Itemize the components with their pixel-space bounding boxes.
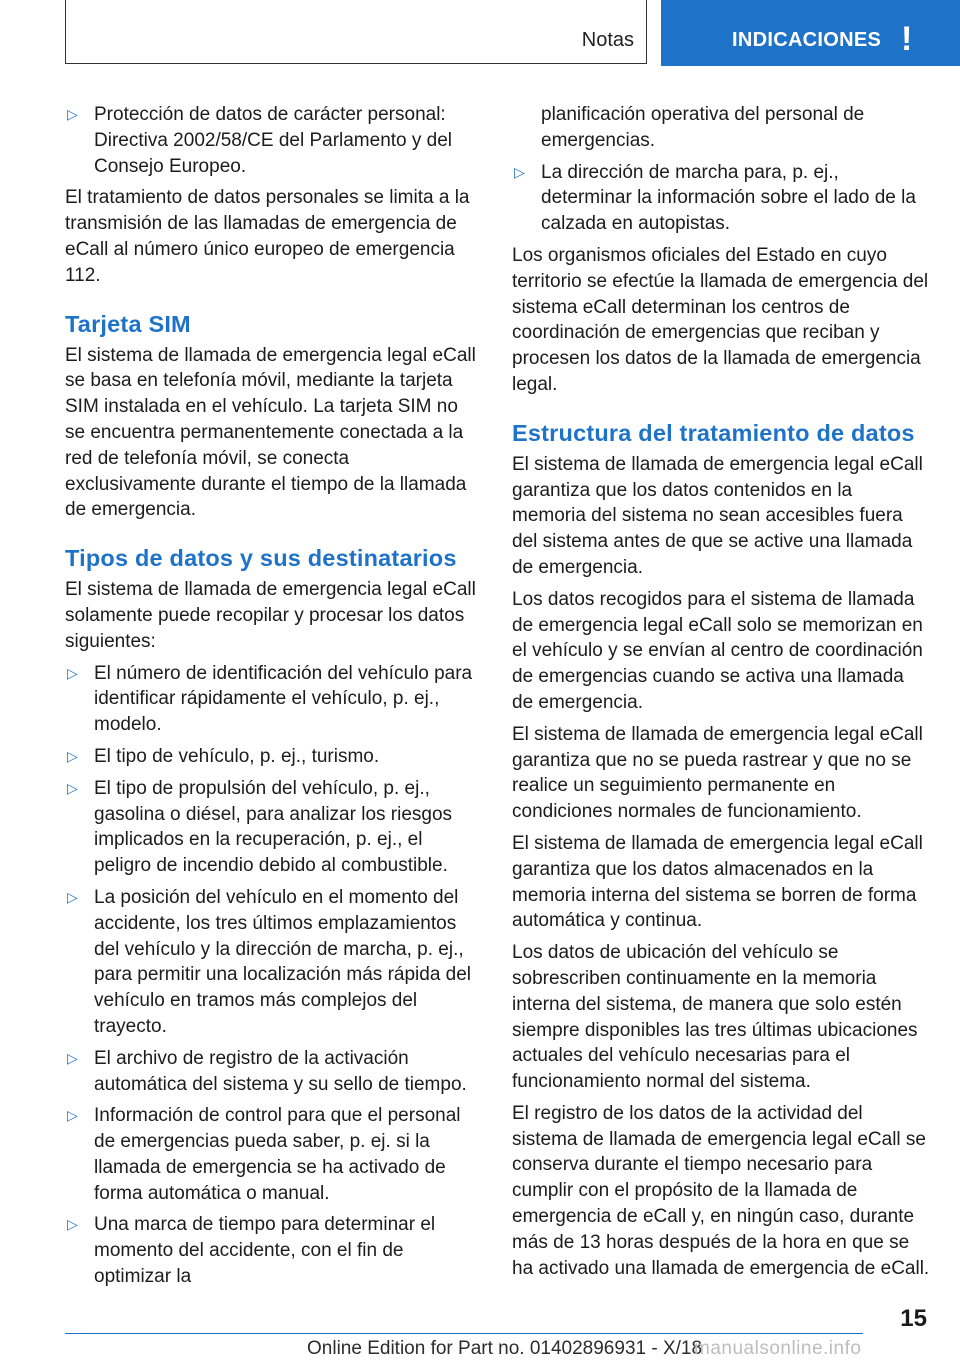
triangle-bullet-icon: ▷ xyxy=(67,1049,78,1066)
paragraph: Los datos de ubicación del vehículo se sobrescriben continuamente en la memoria interna del sistema, de manera que solo estén siempre disponibles las tres últimas ubicaciones actuales del vehículo necesarias para el funcionamiento normal del sistema. xyxy=(512,942,918,1093)
section-heading: Estructura del tratamiento de datos xyxy=(512,419,915,446)
paragraph: El tratamiento de datos personales se limita a la transmisión de las llamadas de emergencia de eCall al número único europeo de emergencia 112. xyxy=(65,187,470,286)
section-heading: Tarjeta SIM xyxy=(65,310,191,337)
page-number: 15 xyxy=(900,1305,927,1332)
list-item xyxy=(65,1046,478,1098)
bullet-text: La posición del vehículo en el momento del accidente, los tres últimos emplazamientos del vehículo y la dirección de marcha, p. ej., para permitir una localización más rápida del vehículo en tramos más complejos del trayecto. xyxy=(94,886,472,1037)
paragraph: Los datos recogidos para el sistema de llamada de emergencia legal eCall solo se memorizan en el vehículo y se envían al centro de coordinación de emergencias cuando se activa una llamada de emergencia. xyxy=(512,588,923,713)
bullet-continuation: planificación operativa del personal de emergencias. xyxy=(541,104,865,151)
header-notes-label: Notas xyxy=(581,29,634,51)
bullet-text: Una marca de tiempo para determinar el momento del accidente, con el fin de optimizar la xyxy=(94,1214,436,1288)
bullet-text: Información de control para que el personal de emergencias pueda saber, p. ej. si la llamada de emergencia se ha activado de forma automática o manual. xyxy=(94,1105,461,1204)
list-item xyxy=(512,160,930,237)
list-item xyxy=(65,661,478,738)
paragraph: Los organismos oficiales del Estado en cuyo territorio se efectúe la llamada de emergencia del sistema eCall determinan los centros de coordinación de emergencias que reciban y procesen los datos de la llamada de emergencia legal. xyxy=(512,244,929,395)
triangle-bullet-icon: ▷ xyxy=(514,163,525,180)
paragraph: El registro de los datos de la actividad del sistema de llamada de emergencia legal eCall se conserva durante el tiempo necesario para cumplir con el propósito de la llamada de emergencia de eCall y, en ningún caso, durante más de 13 horas después de la hora en que se ha activado una llamada de emergencia de eCall. xyxy=(512,1102,930,1279)
list-item xyxy=(65,885,478,1040)
list-item xyxy=(65,102,478,179)
section-heading: Tipos de datos y sus destinatarios xyxy=(65,545,457,572)
right-column xyxy=(512,102,930,1287)
paragraph: El sistema de llamada de emergencia legal eCall se basa en telefonía móvil, mediante la tarjeta SIM instalada en el vehículo. La tarjeta SIM no se encuentra permanentemente conectada a la red de telefonía móvil, se conecta exclusivamente durante el tiempo de la llamada de emergencia. xyxy=(65,344,476,521)
exclamation-icon: ! xyxy=(901,20,913,58)
header-notes-box xyxy=(65,0,647,64)
triangle-bullet-icon: ▷ xyxy=(67,1107,78,1124)
paragraph: El sistema de llamada de emergencia legal eCall garantiza que los datos almacenados en la memoria interna del sistema se borren de forma automática y continua. xyxy=(512,832,923,932)
list-item xyxy=(65,1212,478,1289)
triangle-bullet-icon: ▷ xyxy=(67,1216,78,1233)
triangle-bullet-icon: ▷ xyxy=(67,664,78,681)
triangle-bullet-icon: ▷ xyxy=(67,747,78,764)
triangle-bullet-icon: ▷ xyxy=(67,779,78,796)
list-item xyxy=(65,744,478,770)
triangle-bullet-icon: ▷ xyxy=(67,888,78,905)
footer-edition-text: Online Edition for Part no. 01402896931 - X/18 xyxy=(307,1338,703,1359)
header-section-tab xyxy=(661,0,960,66)
list-item xyxy=(65,776,478,879)
triangle-bullet-icon: ▷ xyxy=(67,106,78,122)
footer-watermark: manualsonline.info xyxy=(694,1338,862,1359)
left-column xyxy=(65,102,478,1296)
bullet-text: Protección de datos de carácter personal: Directiva 2002/58/CE del Parlamento y del Consejo Europeo. xyxy=(94,104,453,177)
bullet-text: El número de identificación del vehículo para identificar rápidamente el vehículo, p. ej., modelo. xyxy=(94,662,473,736)
paragraph: El sistema de llamada de emergencia legal eCall garantiza que no se pueda rastrear y que no se realice un seguimiento permanente en condiciones normales de funcionamiento. xyxy=(512,723,923,823)
paragraph: El sistema de llamada de emergencia legal eCall solamente puede recopilar y procesar los datos siguientes: xyxy=(65,579,476,652)
bullet-text: El tipo de vehículo, p. ej., turismo. xyxy=(94,745,380,767)
paragraph: El sistema de llamada de emergencia legal eCall garantiza que los datos contenidos en la memoria del sistema no sean accesibles fuera del sistema antes de que se active una llamada de emergencia. xyxy=(512,453,923,578)
list-item xyxy=(65,1103,478,1206)
bullet-text: La dirección de marcha para, p. ej., determinar la información sobre el lado de la calzada en autopistas. xyxy=(541,161,916,235)
footer-divider xyxy=(65,1333,863,1334)
header-section-label: INDICACIONES xyxy=(732,29,882,51)
bullet-text: El archivo de registro de la activación automática del sistema y su sello de tiempo. xyxy=(94,1047,467,1095)
bullet-text: El tipo de propulsión del vehículo, p. ej., gasolina o diésel, para analizar los riesgos implicados en la recuperación, p. ej., el peligro de incendio debido al combustible. xyxy=(94,777,453,877)
